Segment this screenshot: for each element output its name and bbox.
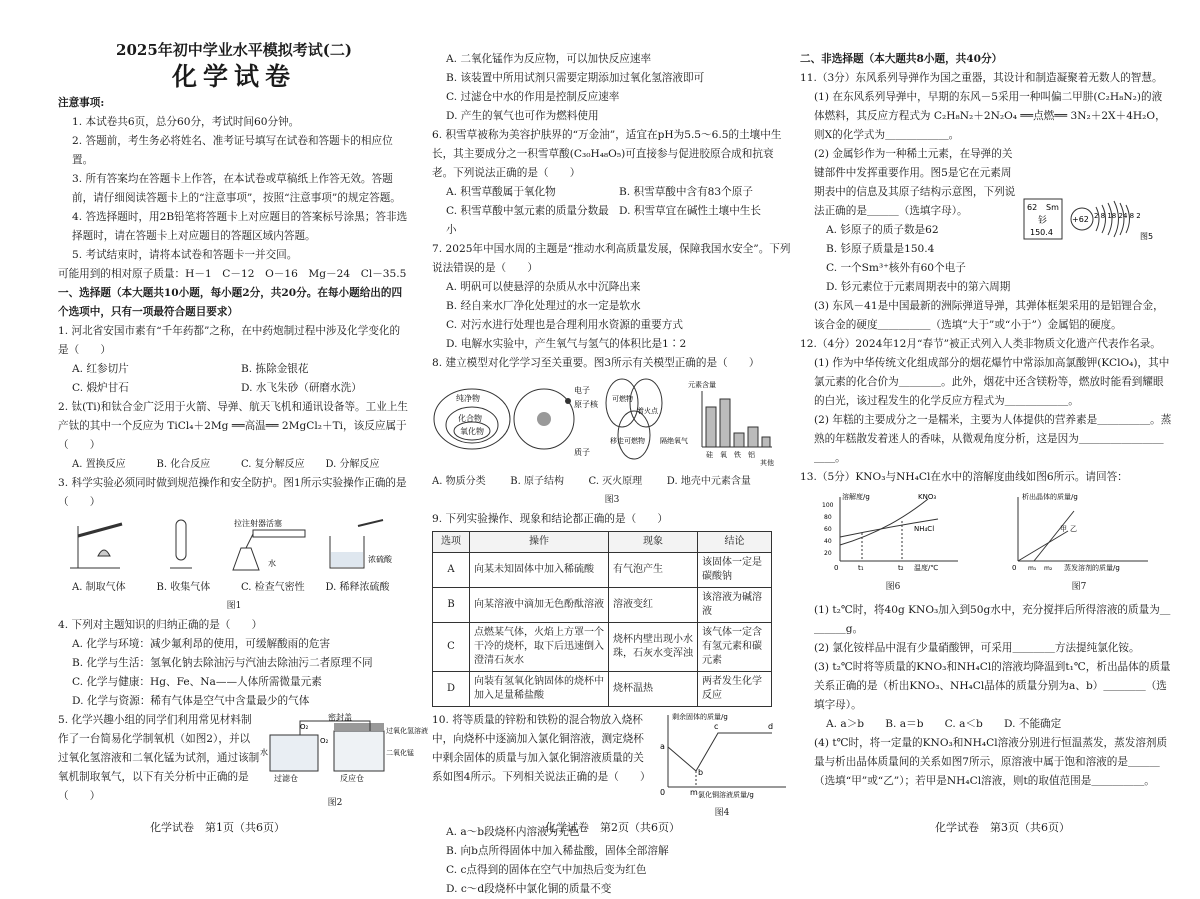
question-13-part-2: (2) 氯化铵样品中混有少量硝酸钾，可采用＿＿＿＿方法提纯氯化铵。	[814, 642, 1140, 654]
figure-5-caption: 图5	[1140, 232, 1154, 241]
table-cell: A	[433, 553, 470, 588]
question-11-part-2: (2) 金属钐作为一种稀土元素，在导弹的关键部件中发挥重要作用。图5是它在元素周期表中的信息及其原子结构示意图，下列说法正确的是＿＿＿（选填字母）。	[814, 148, 1016, 217]
fig-label: 可燃物	[612, 395, 633, 403]
chart-label: 剩余固体的质量/g	[672, 713, 728, 721]
question-9-stem: 9. 下列实验操作、现象和结论都正确的是（ ）	[432, 513, 668, 525]
question-12-part-1: (1) 作为中华传统文化组成部分的烟花爆竹中常添加高氯酸钾(KClO₄)，其中氯元素的化合价为＿＿＿＿。此外，烟花中还含镁粉等，燃放时能看到耀眼的白光，该过程发生的化学反应方程式为＿＿＿＿＿＿。	[814, 357, 1170, 407]
option-a: A. 二氧化锰作为反应物，可以加快反应速率	[446, 53, 652, 65]
option-b: B. 该装置中所用试剂只需要定期添加过氧化氢溶液即可	[446, 72, 705, 84]
figures-6-7	[800, 491, 1172, 597]
question-5-stem: 5. 化学兴趣小组的同学们利用常见材料制作了一台简易化学制氧机（如图2），并以过氧化氢溶液和二氧化锰为试剂，通过该制氧机制取氧气，以下有关分析中正确的是（ ）	[58, 714, 260, 802]
question-13-part-4: (4) t℃时，将一定量的KNO₃和NH₄Cl溶液分别进行恒温蒸发，蒸发溶剂质量与析出晶体质量间的关系如图7所示，原溶液中属于饱和溶液的是＿＿＿（选填“甲”或“乙”）；若甲是NH₄Cl溶液，则t的取值范围是＿＿＿＿＿。	[814, 737, 1168, 787]
chart-label: 60	[824, 526, 832, 533]
chart-label: m₁	[1028, 565, 1037, 572]
option-a: A. 置换反应	[72, 459, 126, 470]
figure-1-label: D. 稀释浓硫酸	[325, 582, 390, 593]
chart-label: 0	[834, 564, 839, 572]
figure-3-models	[432, 373, 788, 465]
chart-label: 80	[824, 514, 832, 521]
question-11-stem: 11.（3分）东风系列导弹作为国之重器，其设计和制造凝聚着无数人的智慧。	[800, 72, 1163, 84]
option-b: B. 经自来水厂净化处理过的水一定是软水	[446, 300, 641, 312]
figure-4-chart	[652, 711, 792, 797]
table-cell: 向某溶液中滴加无色酚酞溶液	[470, 588, 609, 623]
chart-label: t₁	[858, 564, 864, 572]
option-b: B. 化合反应	[156, 459, 211, 470]
chart-label: 乙	[1070, 525, 1077, 533]
chart-label: 溶解度/g	[842, 493, 870, 501]
option-d: D. 产生的氧气也可作为燃料使用	[446, 110, 599, 122]
fig-label: 铁	[734, 451, 741, 459]
question-10-stem: 10. 将等质量的锌粉和铁粉的混合物放入烧杯中，向烧杯中逐滴加入氯化铜溶液，测定烧杯中剩余固体的质量与加入氯化铜溶液质量的关系如图4所示。下列相关说法正确的是（ ）	[432, 714, 651, 783]
chart-label: 0	[1012, 564, 1017, 572]
notice-item: 2. 答题前，考生务必将姓名、准考证号填写在试卷和答题卡的相应位置。	[72, 135, 393, 166]
fig-label: 原子核	[574, 400, 598, 409]
fig-label: 水	[260, 748, 268, 757]
section-1-heading: 一、选择题（本大题共10小题，每小题2分，共20分。在每小题给出的四个选项中，只有一项最符合题目要求）	[58, 287, 403, 318]
fig-label: 过滤仓	[274, 774, 298, 783]
figure-4-caption: 图4	[714, 808, 730, 818]
question-13-stem: 13.（5分）KNO₃与NH₄Cl在水中的溶解度曲线如图6所示。请回答：	[800, 471, 1128, 483]
fig-label: 隔绝氧气	[660, 437, 688, 445]
table-row	[433, 623, 772, 672]
option-c: C. c点得到的固体在空气中加热后变为红色	[446, 864, 647, 876]
notice-item: 4. 答选择题时，用2B铅笔将答题卡上对应题目的答案标号涂黑；答非选择题时，请在答题卡上对应题目的答题区域内答题。	[72, 211, 408, 242]
table-cell: 烧杯温热	[609, 672, 698, 707]
option-c: C. 一个Sm³⁺核外有60个电子	[826, 262, 966, 274]
element-symbol: Sm	[1046, 203, 1059, 212]
column-header: 操作	[470, 532, 609, 553]
chart-label: c	[714, 722, 719, 731]
figure-3-caption: 图3	[604, 495, 620, 505]
chart-label: 氯化铜溶液质量/g	[698, 791, 754, 799]
lab-apparatus-figure	[58, 516, 408, 574]
fig-label: O₂	[320, 737, 329, 745]
table-row	[433, 588, 772, 623]
atomic-masses: 可能用到的相对原子质量：H－1 C－12 O－16 Mg－24 Cl－35.5	[58, 268, 407, 280]
fig-label: 密封盖	[328, 713, 352, 722]
fig-label: 质子	[574, 448, 590, 457]
option-c: C. 对污水进行处理也是合理利用水资源的重要方式	[446, 319, 683, 331]
fig-label: 过氧化氢溶液	[386, 727, 428, 735]
notice-heading: 注意事项:	[58, 97, 105, 109]
page-footer: 化学试卷 第1页（共6页）	[150, 821, 285, 834]
fig-label: O₂	[300, 723, 309, 731]
chart-label: m₂	[1044, 565, 1053, 572]
question-13-part-1: (1) t₂℃时，将40g KNO₃加入到50g水中，充分搅拌后所得溶液的质量为＿＿＿＿g。	[814, 604, 1171, 635]
option-c: C. 积雪草酸中氢元素的质量分数最小	[446, 205, 609, 236]
option-c: C. 过滤仓中水的作用是控制反应速率	[446, 91, 620, 103]
question-13-part-3-options: A. a＞b B. a＝b C. a＜b D. 不能确定	[826, 718, 1062, 730]
figure-3-label: B. 原子结构	[510, 476, 564, 487]
fig-label: 其他	[760, 459, 774, 467]
option-b: B. 钐原子质量是150.4	[826, 243, 935, 255]
figure-7-caption: 图7	[1071, 582, 1087, 592]
option-b: B. 向b点所得固体中加入稀盐酸，固体全部溶解	[446, 845, 669, 857]
table-cell: 点燃某气体，火焰上方罩一个干冷的烧杯，取下后迅速倒入澄清石灰水	[470, 623, 609, 672]
figure-1-label: A. 制取气体	[72, 582, 126, 593]
question-7-stem: 7. 2025年中国水周的主题是“推动水利高质量发展，保障我国水安全”。下列说法错误的是（ ）	[432, 243, 791, 274]
chart-label: 甲	[1060, 525, 1067, 533]
page-2	[432, 50, 792, 899]
fig-label: 元素含量	[688, 381, 716, 389]
element-name: 钐	[1038, 216, 1048, 226]
table-cell: 两者发生化学反应	[698, 672, 772, 707]
option-d: D. 电解水实验中，产生氧气与氢气的体积比是1∶2	[446, 338, 687, 350]
table-row	[433, 553, 772, 588]
table-cell: 该固体一定是碳酸钠	[698, 553, 772, 588]
table-cell: 溶液变红	[609, 588, 698, 623]
figure-3-label: D. 地壳中元素含量	[666, 476, 751, 487]
fig-label: 纯净物	[456, 394, 480, 403]
option-d: D. 积雪草宜在碱性土壤中生长	[619, 205, 761, 217]
atomic-mass: 150.4	[1030, 228, 1053, 237]
option-a: A. a～b段烧杯内溶液为无色	[446, 826, 580, 838]
page-footer: 化学试卷 第2页（共6页）	[545, 821, 680, 834]
table-cell: 烧杯内壁出现小水珠，石灰水变浑浊	[609, 623, 698, 672]
question-1-stem: 1. 河北省安国市素有“千年药都”之称，在中药炮制过程中涉及化学变化的是（ ）	[58, 325, 401, 356]
table-cell: 该气体一定含有氢元素和碳元素	[698, 623, 772, 672]
option-a: A. 明矾可以使悬浮的杂质从水中沉降出来	[446, 281, 641, 293]
column-header: 现象	[609, 532, 698, 553]
fig-label: 二氧化锰	[386, 749, 414, 757]
question-6-stem: 6. 积雪草被称为美容护肤界的“万金油”，适宜在pH为5.5～6.5的土壤中生长，其主要成分之一积雪草酸(C₃₀H₄₈O₅)可直接参与促进胶原合成和抗衰老。下列说法正确的是（ ）	[432, 129, 782, 179]
chart-label: 析出晶体的质量/g	[1022, 493, 1078, 501]
chart-label: 40	[824, 538, 832, 545]
chart-label: 温度/℃	[914, 564, 939, 572]
fig-label: 浓硫酸	[368, 555, 392, 564]
question-12-part-2: (2) 年糕的主要成分之一是糯米，主要为人体提供的营养素是＿＿＿＿＿。蒸熟的年糕散发着迷人的香味，从微观角度分析，这是因为＿＿＿＿＿＿＿＿＿＿。	[814, 414, 1172, 464]
table-cell: D	[433, 672, 470, 707]
figure-1-label: C. 检查气密性	[241, 582, 305, 593]
crystal-mass-chart	[1004, 491, 1154, 571]
fig-label: 铝	[748, 451, 755, 459]
fig-label: 反应仓	[340, 774, 364, 783]
column-header: 结论	[698, 532, 772, 553]
option-d: D. 化学与资源：稀有气体是空气中含量最少的气体	[72, 695, 310, 707]
table-cell: 向装有氢氧化钠固体的烧杯中加入足量稀盐酸	[470, 672, 609, 707]
samarium-element-figure	[1022, 197, 1172, 243]
table-cell: 向某未知固体中加入稀硫酸	[470, 553, 609, 588]
fig-label: 拉注射器活塞	[234, 519, 282, 528]
figure-4	[652, 711, 792, 823]
page-3	[800, 50, 1172, 791]
option-a: A. 化学与环境：减少氟利昂的使用，可缓解酸雨的危害	[72, 638, 331, 650]
notice-item: 1. 本试卷共6页，总分60分，考试时间60分钟。	[72, 116, 300, 128]
question-8-stem: 8. 建立模型对化学学习至关重要。图3所示有关模型正确的是（ ）	[432, 357, 760, 369]
chart-label: a	[660, 742, 665, 751]
table-row	[433, 672, 772, 707]
exam-subtitle: 化学试卷	[171, 62, 296, 91]
question-11-part-3: (3) 东风－41是中国最新的洲际弹道导弹，其弹体框架采用的是铝锂合金，该合金的硬度＿＿＿＿＿（选填“大于”或“小于”）金属铝的硬度。	[814, 300, 1164, 331]
figure-1-caption: 图1	[226, 601, 242, 611]
chart-label: KNO₃	[918, 493, 937, 501]
question-4-stem: 4. 下列对主题知识的归纳正确的是（ ）	[58, 619, 263, 631]
chart-label: 0	[660, 788, 666, 797]
figure-1-label: B. 收集气体	[156, 582, 211, 593]
figure-7	[1004, 491, 1154, 597]
section-2-heading: 二、非选择题（本大题共8小题，共40分）	[800, 53, 1003, 65]
table-header-row	[433, 532, 772, 553]
figure-6	[818, 491, 968, 597]
fig-label: 电子	[574, 386, 590, 395]
question-11-part-1: (1) 在东风系列导弹中，早期的东风－5采用一种叫偏二甲肼(C₂H₈N₂)的液体燃料，其反应方程式为 C₂H₈N₂＋2N₂O₄ ══点燃══ 3N₂＋2X＋4H₂O，则X的化学式为＿＿＿＿＿＿。	[814, 91, 1166, 141]
table-cell: B	[433, 588, 470, 623]
page-1	[58, 40, 428, 813]
option-a: A. 钐原子的质子数是62	[826, 224, 939, 236]
chart-label: 蒸发溶剂的质量/g	[1064, 564, 1120, 572]
figure-3-label: C. 灭火原理	[588, 476, 643, 487]
column-header: 选项	[433, 532, 470, 553]
figure-5	[1022, 145, 1172, 297]
exam-title: 2025年初中学业水平模拟考试(二)	[116, 41, 352, 59]
question-13-part-3: (3) t₂℃时将等质量的KNO₃和NH₄Cl的溶液均降温到t₁℃，析出晶体的质量关系正确的是（析出KNO₃、NH₄Cl晶体的质量分别为a、b）＿＿＿＿（选填字母）。	[814, 661, 1171, 711]
chart-label: t₂	[898, 564, 904, 572]
option-b: B. 拣除金银花	[241, 363, 309, 375]
chart-label: 20	[824, 550, 832, 557]
oxygen-generator-figure	[260, 711, 428, 787]
table-cell: 该溶液为碱溶液	[698, 588, 772, 623]
electron-shells: 2 8 18 24 8 2	[1094, 212, 1141, 220]
notice-item: 3. 所有答案均在答题卡上作答，在本试卷或草稿纸上作答无效。答题前，请仔细阅读答题卡上的“注意事项”，按照“注意事项”的规定答题。	[72, 173, 401, 204]
fig-label: 氧化物	[460, 427, 484, 436]
fig-label: 水	[268, 559, 276, 568]
chart-label: 100	[822, 502, 834, 509]
chart-label: NH₄Cl	[914, 525, 935, 533]
fig-label: 移走可燃物	[610, 437, 645, 445]
fig-label: 氧	[720, 451, 727, 459]
option-c: C. 煅炉甘石	[72, 382, 129, 394]
fig-label: 硅	[706, 451, 713, 459]
chart-label: d	[768, 722, 774, 731]
figure-6-caption: 图6	[885, 582, 901, 592]
notice-item: 5. 考试结束时，请将本试卷和答题卡一并交回。	[72, 249, 298, 261]
chart-label: m	[690, 788, 698, 797]
question-12-stem: 12.（4分）2024年12月“春节”被正式列入人类非物质文化遗产代表作名录。	[800, 338, 1161, 350]
option-d: D. 钐元素位于元素周期表中的第六周期	[826, 281, 1011, 293]
option-d: D. c～d段烧杯中氯化铜的质量不变	[446, 883, 612, 895]
page-footer: 化学试卷 第3页（共6页）	[935, 821, 1070, 834]
option-d: D. 分解反应	[325, 459, 380, 470]
table-cell: C	[433, 623, 470, 672]
solubility-curve-chart	[818, 491, 968, 571]
option-b: B. 化学与生活：氢氧化钠去除油污与汽油去除油污二者原理不同	[72, 657, 373, 669]
experiment-table	[432, 531, 772, 707]
option-b: B. 积雪草酸中含有83个原子	[619, 186, 753, 198]
question-2-stem: 2. 钛(Ti)和钛合金广泛用于火箭、导弹、航天飞机和通讯设备等。工业上生产钛的其中一个反应为 TiCl₄＋2Mg ══高温══ 2MgCl₂＋Ti，该反应属于（ ）	[58, 401, 409, 451]
chart-label: b	[698, 768, 704, 777]
figure-3-label: A. 物质分类	[432, 476, 486, 487]
figure-1	[58, 516, 410, 574]
figure-2-caption: 图2	[327, 798, 343, 808]
nucleus-charge: +62	[1072, 215, 1089, 224]
table-cell: 有气泡产生	[609, 553, 698, 588]
question-3-stem: 3. 科学实验必须同时做到规范操作和安全防护。图1所示实验操作正确的是（ ）	[58, 477, 407, 508]
figure-2	[260, 711, 428, 813]
option-c: C. 化学与健康：Hg、Fe、Na——人体所需微量元素	[72, 676, 322, 688]
fig-label: 着火点	[637, 407, 658, 415]
option-d: D. 水飞朱砂（研磨水洗）	[241, 382, 362, 394]
fig-label: 化合物	[458, 414, 482, 423]
option-a: A. 积雪草酸属于氧化物	[446, 186, 556, 198]
option-c: C. 复分解反应	[241, 459, 305, 470]
atomic-number: 62	[1027, 203, 1038, 212]
option-a: A. 红参切片	[72, 363, 129, 375]
